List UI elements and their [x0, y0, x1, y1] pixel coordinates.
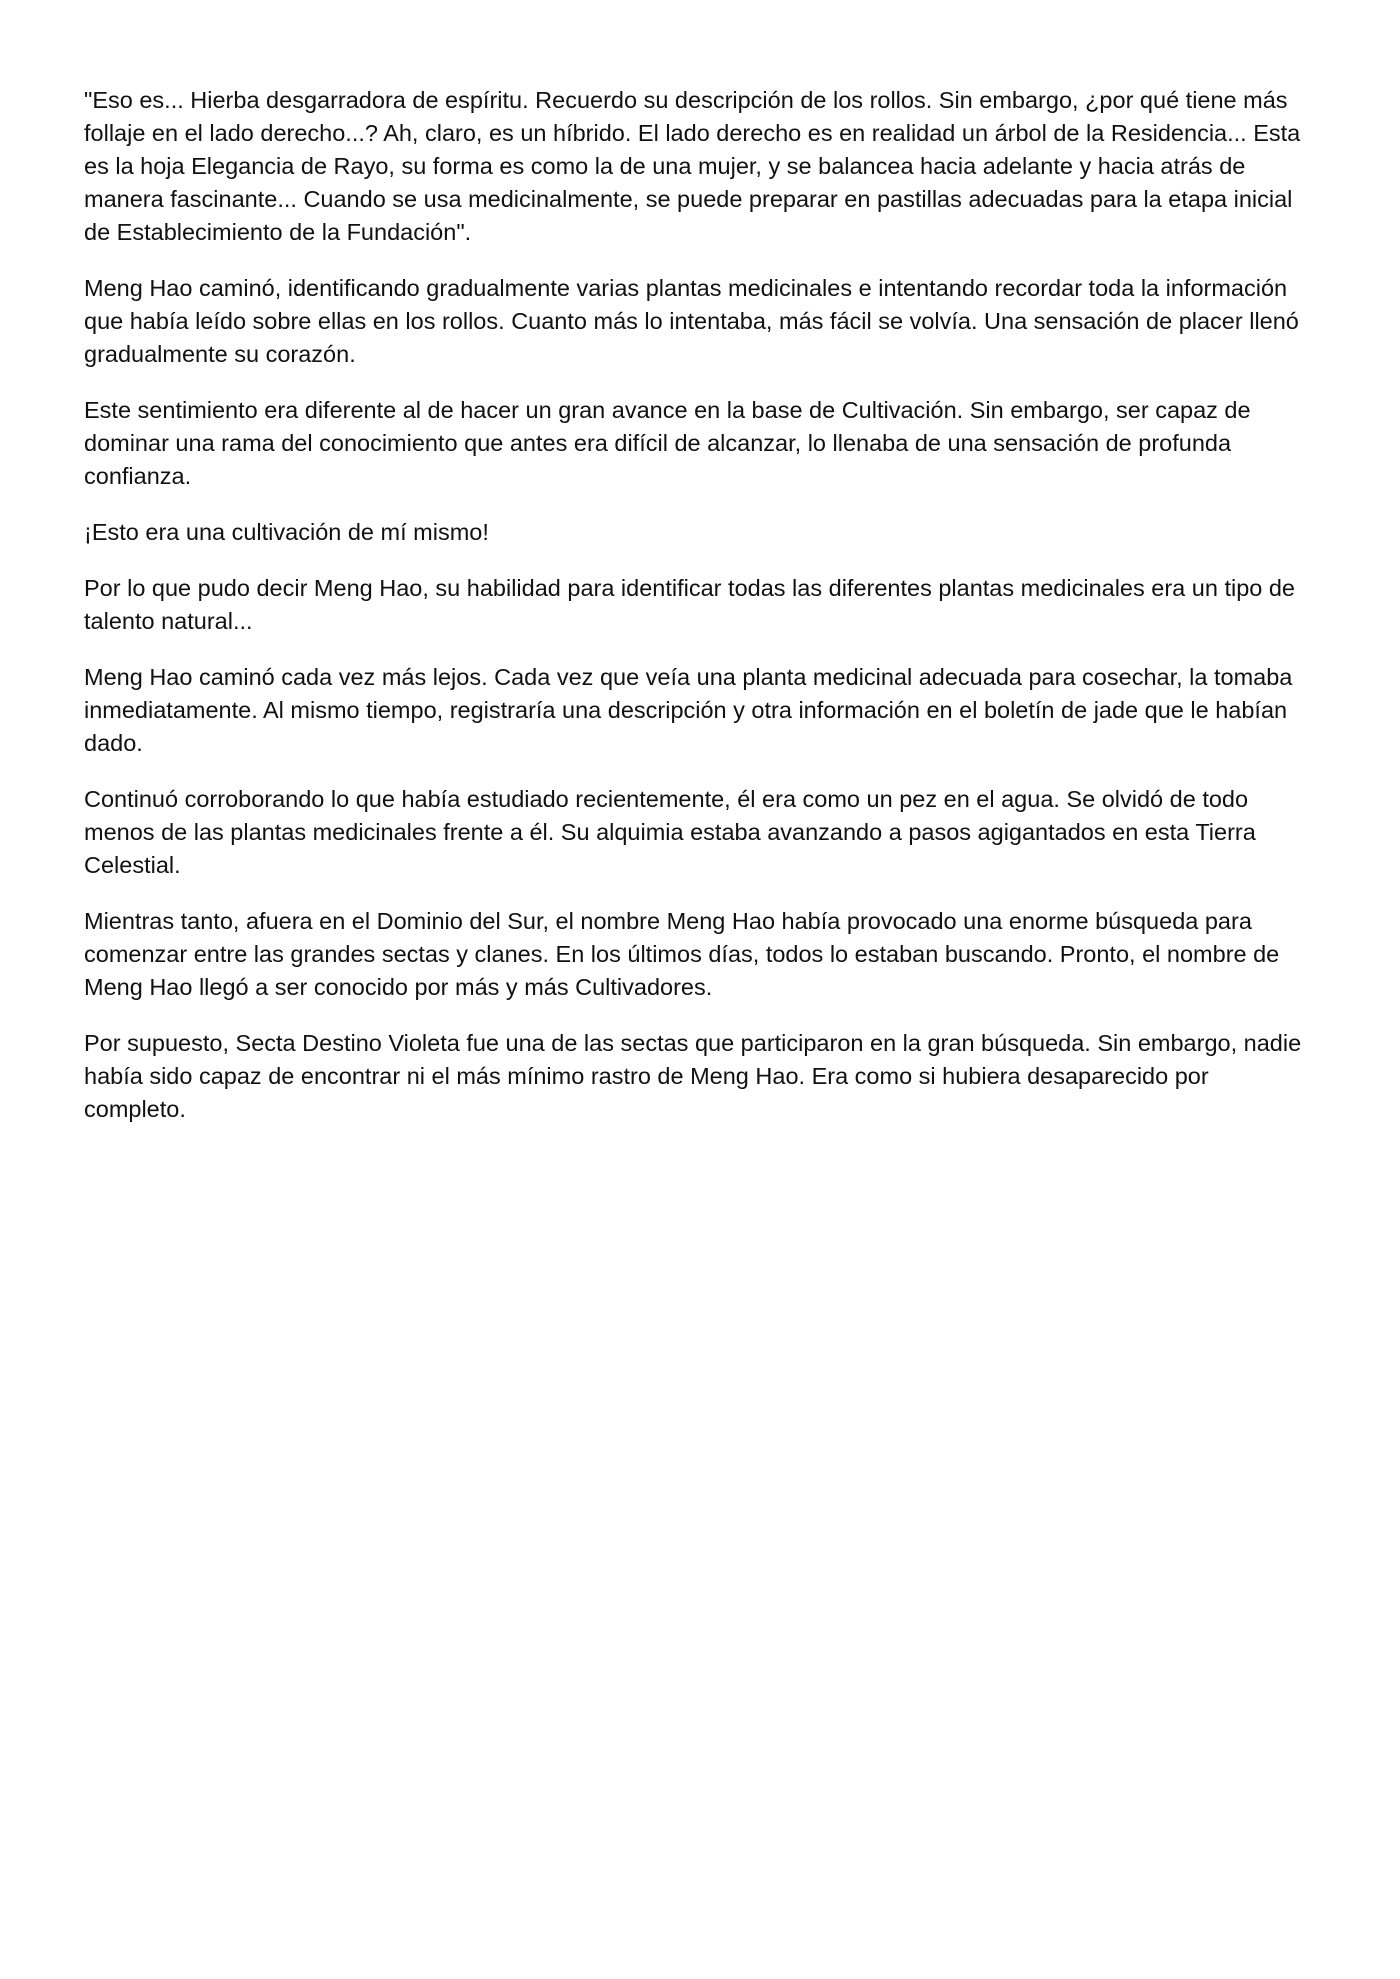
paragraph-3: Este sentimiento era diferente al de hacer un gran avance en la base de Cultivación. Sin embargo, ser capaz de dominar una rama del conocimiento que antes era difícil de alcanzar, lo llenaba de una sensación de profunda confianza. [84, 397, 1251, 489]
paragraph-6: Meng Hao caminó cada vez más lejos. Cada vez que veía una planta medicinal adecuada para cosechar, la tomaba inmediatamente. Al mismo tiempo, registraría una descripción y otra información en el boletín de jade que le habían dado. [84, 664, 1293, 756]
paragraph-7: Continuó corroborando lo que había estudiado recientemente, él era como un pez en el agua. Se olvidó de todo menos de las plantas medicinales frente a él. Su alquimia estaba avanzando a pasos agigantados en esta Tierra Celestial. [84, 786, 1256, 878]
paragraph-2: Meng Hao caminó, identificando gradualmente varias plantas medicinales e intentando recordar toda la información que había leído sobre ellas en los rollos. Cuanto más lo intentaba, más fácil se volvía. Una sensación de placer llenó gradualmente su corazón. [84, 275, 1299, 367]
document-body [84, 84, 1316, 1126]
paragraph-5: Por lo que pudo decir Meng Hao, su habilidad para identificar todas las diferentes plantas medicinales era un tipo de talento natural... [84, 575, 1295, 634]
paragraph-4: ¡Esto era una cultivación de mí mismo! [84, 519, 489, 545]
paragraph-9: Por supuesto, Secta Destino Violeta fue una de las sectas que participaron en la gran búsqueda. Sin embargo, nadie había sido capaz de encontrar ni el más mínimo rastro de Meng Hao. Era como si hubiera desaparecido por completo. [84, 1030, 1302, 1122]
paragraph-1: "Eso es... Hierba desgarradora de espíritu. Recuerdo su descripción de los rollos. Sin embargo, ¿por qué tiene más follaje en el lado derecho...? Ah, claro, es un híbrido. El lado derecho es en realidad un árbol de la Residencia... Esta es la hoja Elegancia de Rayo, su forma es como la de una mujer, y se balancea hacia adelante y hacia atrás de manera fascinante... Cuando se usa medicinalmente, se puede preparar en pastillas adecuadas para la etapa inicial de Establecimiento de la Fundación". [84, 87, 1301, 245]
paragraph-8: Mientras tanto, afuera en el Dominio del Sur, el nombre Meng Hao había provocado una enorme búsqueda para comenzar entre las grandes sectas y clanes. En los últimos días, todos lo estaban buscando. Pronto, el nombre de Meng Hao llegó a ser conocido por más y más Cultivadores. [84, 908, 1280, 1000]
